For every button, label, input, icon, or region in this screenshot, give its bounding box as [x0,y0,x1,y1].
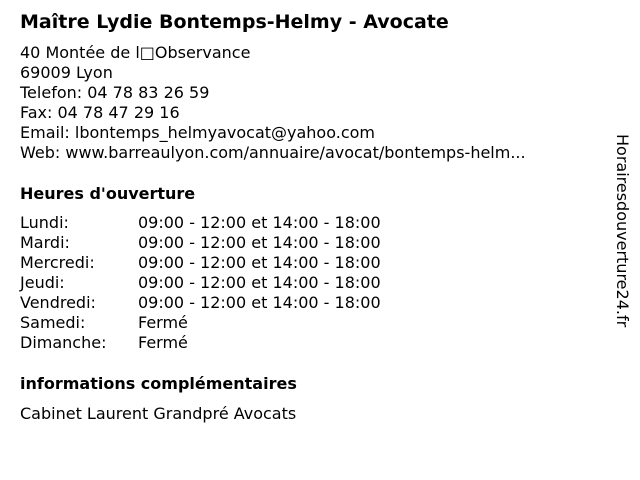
additional-info-heading: informations complémentaires [20,374,297,393]
hours-time-value: 09:00 - 12:00 et 14:00 - 18:00 [138,233,381,252]
address-city: 69009 Lyon [20,63,113,82]
site-watermark: Horairesdouverture24.fr [613,134,632,328]
phone-number: Telefon: 04 78 83 26 59 [20,83,210,102]
hours-time-value: 09:00 - 12:00 et 14:00 - 18:00 [138,293,381,312]
fax-number: Fax: 04 78 47 29 16 [20,103,180,122]
hours-time-value: 09:00 - 12:00 et 14:00 - 18:00 [138,253,381,272]
additional-info-text: Cabinet Laurent Grandpré Avocats [20,404,297,423]
hours-time-value: Fermé [138,333,188,352]
hours-day-label: Dimanche: [20,333,107,352]
website-url: Web: www.barreaulyon.com/annuaire/avocat/bontemps-helm... [20,143,526,162]
email-address: Email: lbontemps_helmyavocat@yahoo.com [20,123,375,142]
opening-hours-heading: Heures d'ouverture [20,184,196,203]
hours-day-label: Jeudi: [20,273,65,292]
contact-block [20,43,526,163]
hours-day-label: Mercredi: [20,253,95,272]
page-title: Maître Lydie Bontemps-Helmy - Avocate [20,11,449,33]
hours-day-label: Vendredi: [20,293,96,312]
hours-day-label: Lundi: [20,213,69,232]
hours-time-value: 09:00 - 12:00 et 14:00 - 18:00 [138,213,381,232]
hours-day-label: Mardi: [20,233,70,252]
address-street: 40 Montée de l□Observance [20,43,251,62]
hours-time-value: Fermé [138,313,188,332]
hours-time-value: 09:00 - 12:00 et 14:00 - 18:00 [138,273,381,292]
hours-day-label: Samedi: [20,313,86,332]
